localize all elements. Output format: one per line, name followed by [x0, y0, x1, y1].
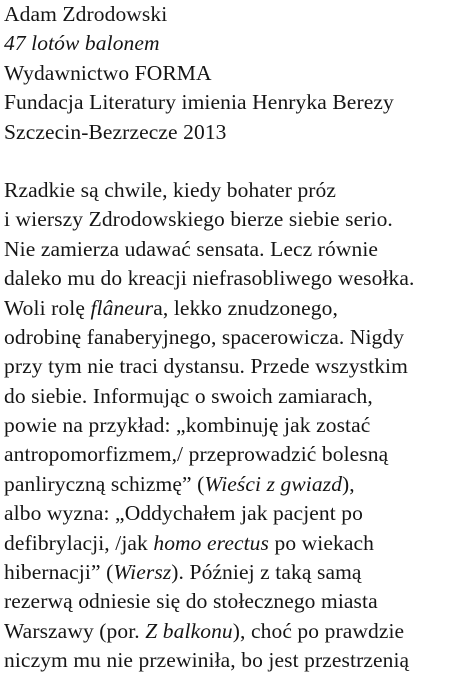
text-segment: daleko mu do kreacji niefrasobliwego wesołka.	[4, 266, 415, 291]
paragraph-line	[4, 352, 463, 381]
text-segment: ). Później z taką samą	[171, 560, 362, 585]
text-segment: Rzadkie są chwile, kiedy bohater próz	[4, 177, 337, 202]
italic-text-segment: flâneur	[90, 295, 154, 320]
paragraph-line	[4, 558, 463, 587]
text-segment: powie na przykład: „kombinuję jak zostać	[4, 413, 371, 438]
paragraph-line	[4, 382, 463, 411]
paragraph-line	[4, 499, 463, 528]
paragraph-line	[4, 176, 463, 205]
text-segment: ), choć po prawdzie	[232, 618, 405, 643]
paragraph-line	[4, 646, 463, 675]
text-segment: do siebie. Informując o swoich zamiarach,	[4, 383, 373, 408]
text-segment: antropomorfizmem,/ przeprowadzić bolesną	[4, 442, 389, 467]
text-segment: hibernacji” (	[4, 560, 114, 585]
text-segment: a, lekko znudzonego,	[153, 295, 338, 320]
foundation-name: Fundacja Literatury imienia Henryka Berezy	[4, 90, 394, 115]
paragraph-line	[4, 470, 463, 499]
paragraph-line	[4, 294, 463, 323]
place-year: Szczecin-Bezrzecze 2013	[4, 119, 227, 144]
book-header	[4, 0, 463, 147]
text-segment: Nie zamierza udawać sensata. Lecz równie	[4, 236, 379, 261]
text-segment: panliryczną schizmę” (	[4, 471, 205, 496]
paragraph-line	[4, 205, 463, 234]
paragraph-line	[4, 323, 463, 352]
paragraph-line	[4, 529, 463, 558]
paragraph-line	[4, 411, 463, 440]
italic-text-segment: Z balkonu	[145, 618, 233, 643]
text-segment: po wiekach	[269, 530, 374, 555]
review-text	[4, 176, 463, 676]
italic-text-segment: Wiersz	[113, 560, 172, 585]
text-segment: odrobinę fanaberyjnego, spacerowicza. Nigdy	[4, 324, 405, 349]
paragraph-line	[4, 264, 463, 293]
text-segment: przy tym nie traci dystansu. Przede wszystkim	[4, 354, 408, 379]
italic-text-segment: Wieści z gwiazd	[204, 471, 343, 496]
text-segment: rezerwą odniesie się do stołecznego miasta	[4, 589, 378, 614]
paragraph-line	[4, 235, 463, 264]
text-segment: Warszawy (por.	[4, 618, 146, 643]
text-segment: albo wyzna: „Oddychałem jak pacjent po	[4, 501, 364, 526]
text-segment: Woli rolę	[4, 295, 91, 320]
text-segment: niczym mu nie przewiniła, bo jest przestrzenią	[4, 648, 410, 673]
paragraph-line	[4, 440, 463, 469]
italic-text-segment: homo erectus	[153, 530, 269, 555]
text-segment: defibrylacji, /jak	[4, 530, 154, 555]
paragraph-line	[4, 617, 463, 646]
author-name: Adam Zdrodowski	[4, 2, 168, 26]
text-segment: ),	[342, 471, 355, 496]
publisher-name: Wydawnictwo FORMA	[4, 60, 212, 85]
book-title: 47 lotów balonem	[4, 31, 160, 56]
text-segment: i wierszy Zdrodowskiego bierze siebie serio.	[4, 207, 393, 232]
document-page	[4, 0, 463, 676]
paragraph-line	[4, 587, 463, 616]
